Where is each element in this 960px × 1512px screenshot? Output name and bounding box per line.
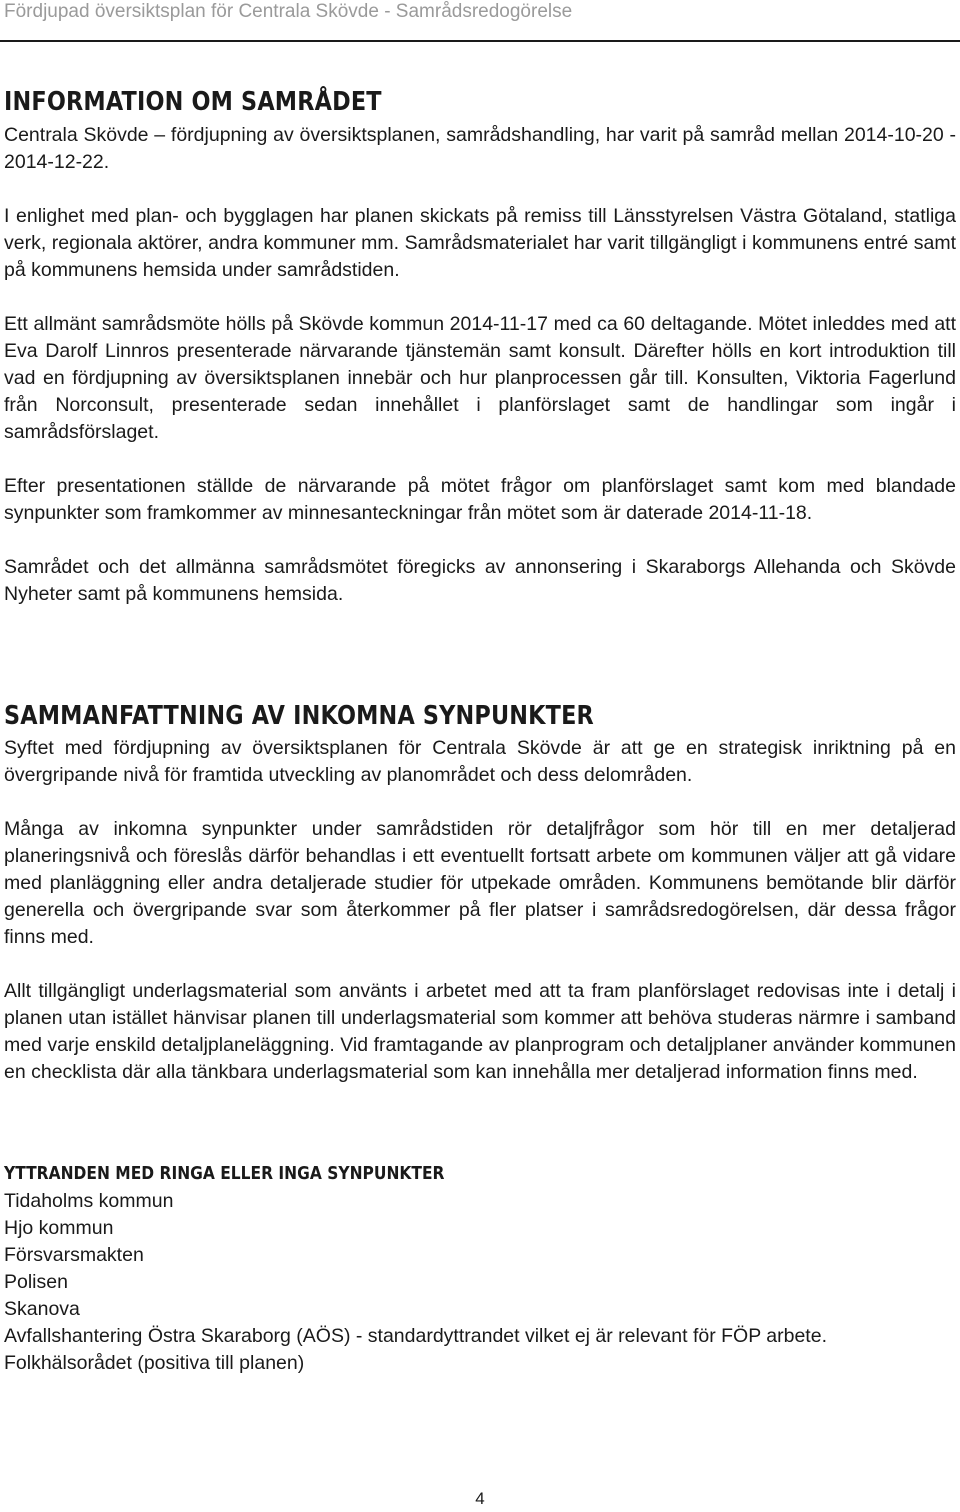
list-item: Hjo kommun	[4, 1217, 114, 1239]
list-item: Tidaholms kommun	[4, 1190, 174, 1212]
paragraph	[4, 735, 956, 789]
paragraph	[4, 978, 956, 1086]
paragraph-text: Många av inkomna synpunkter under samrådstiden rör detaljfrågor som hör till en mer detaljerad planeringsnivå och föreslås därför behandlas i ett eventuellt fortsatt arbete om kommunen väljer att gå vidare med planläggning eller andra detaljerade studier för utpekade områden. Kommunens bemötande blir därför generella och övergripande svar som återkommer på fler platser i samrådsredogörelsen, där dessa frågor finns med.	[4, 818, 956, 948]
list-item: Försvarsmakten	[4, 1244, 144, 1266]
paragraph	[4, 122, 956, 176]
paragraph-text: Ett allmänt samrådsmöte hölls på Skövde kommun 2014-11-17 med ca 60 deltagande. Mötet inleddes med att Eva Darolf Linnros presenterade närvarande tjänstemän samt konsult. Därefter hölls en kort introduktion till vad en fördjupning av översiktsplanen innebär och hur planprocessen går till. Konsulten, Viktoria Fagerlund från Norconsult, presenterade sedan innehållet i planförslaget samt de handlingar som ingår i samrådsförslaget.	[4, 313, 956, 443]
paragraph-text: Syftet med fördjupning av översiktsplanen för Centrala Skövde är att ge en strategisk inriktning på en övergripande nivå för framtida utveckling av planområdet och dess delområden.	[4, 737, 956, 786]
paragraph-text: Centrala Skövde – fördjupning av översiktsplanen, samrådshandling, har varit på samråd mellan 2014-10-20 - 2014-12-22.	[4, 124, 956, 173]
section-heading-information: INFORMATION OM SAMRÅDET	[4, 87, 382, 117]
running-header: Fördjupad översiktsplan för Centrala Skövde - Samrådsredogörelse	[4, 1, 573, 22]
list-item: Avfallshantering Östra Skaraborg (AÖS) - standardyttrandet vilket ej är relevant för FÖP arbete.	[4, 1325, 827, 1347]
paragraph-text: Efter presentationen ställde de närvarande på mötet frågor om planförslaget samt kom med blandade synpunkter som framkommer av minnesanteckningar från mötet som är daterade 2014-11-18.	[4, 475, 956, 524]
paragraph	[4, 311, 956, 446]
section-statements	[4, 1162, 956, 1186]
paragraph-text: Allt tillgängligt underlagsmaterial som använts i arbetet med att ta fram planförslaget redovisas inte i detalj i planen utan istället hänvisar planen till underlagsmaterial som kommer att behöva studeras närmre i samband med varje enskild detaljplaneläggning. Vid framtagande av planprogram och detaljplaner använder kommunen en checklista där alla tänkbara underlagsmaterial som kan innehålla mer detaljerad information finns med.	[4, 980, 956, 1083]
statement-list	[4, 1188, 956, 1377]
paragraph	[4, 473, 956, 527]
paragraph-text: I enlighet med plan- och bygglagen har planen skickats på remiss till Länsstyrelsen Västra Götaland, statliga verk, regionala aktörer, andra kommuner mm. Samrådsmaterialet har varit tillgängligt i kommunens entré samt på kommunens hemsida under samrådstiden.	[4, 205, 956, 281]
section-heading-summary: SAMMANFATTNING AV INKOMNA SYNPUNKTER	[4, 701, 594, 731]
page-number: 4	[475, 1489, 485, 1508]
list-item: Polisen	[4, 1271, 68, 1293]
header-divider	[0, 40, 960, 42]
paragraph	[4, 203, 956, 284]
section-information	[4, 86, 956, 118]
section-heading-statements: YTTRANDEN MED RINGA ELLER INGA SYNPUNKTER	[4, 1163, 445, 1184]
paragraph-text: Samrådet och det allmänna samrådsmötet föregicks av annonsering i Skaraborgs Allehanda och Skövde Nyheter samt på kommunens hemsida.	[4, 556, 956, 605]
paragraph	[4, 816, 956, 951]
paragraph	[4, 554, 956, 608]
section-summary	[4, 700, 956, 732]
list-item: Folkhälsorådet (positiva till planen)	[4, 1352, 305, 1374]
list-item: Skanova	[4, 1298, 80, 1320]
